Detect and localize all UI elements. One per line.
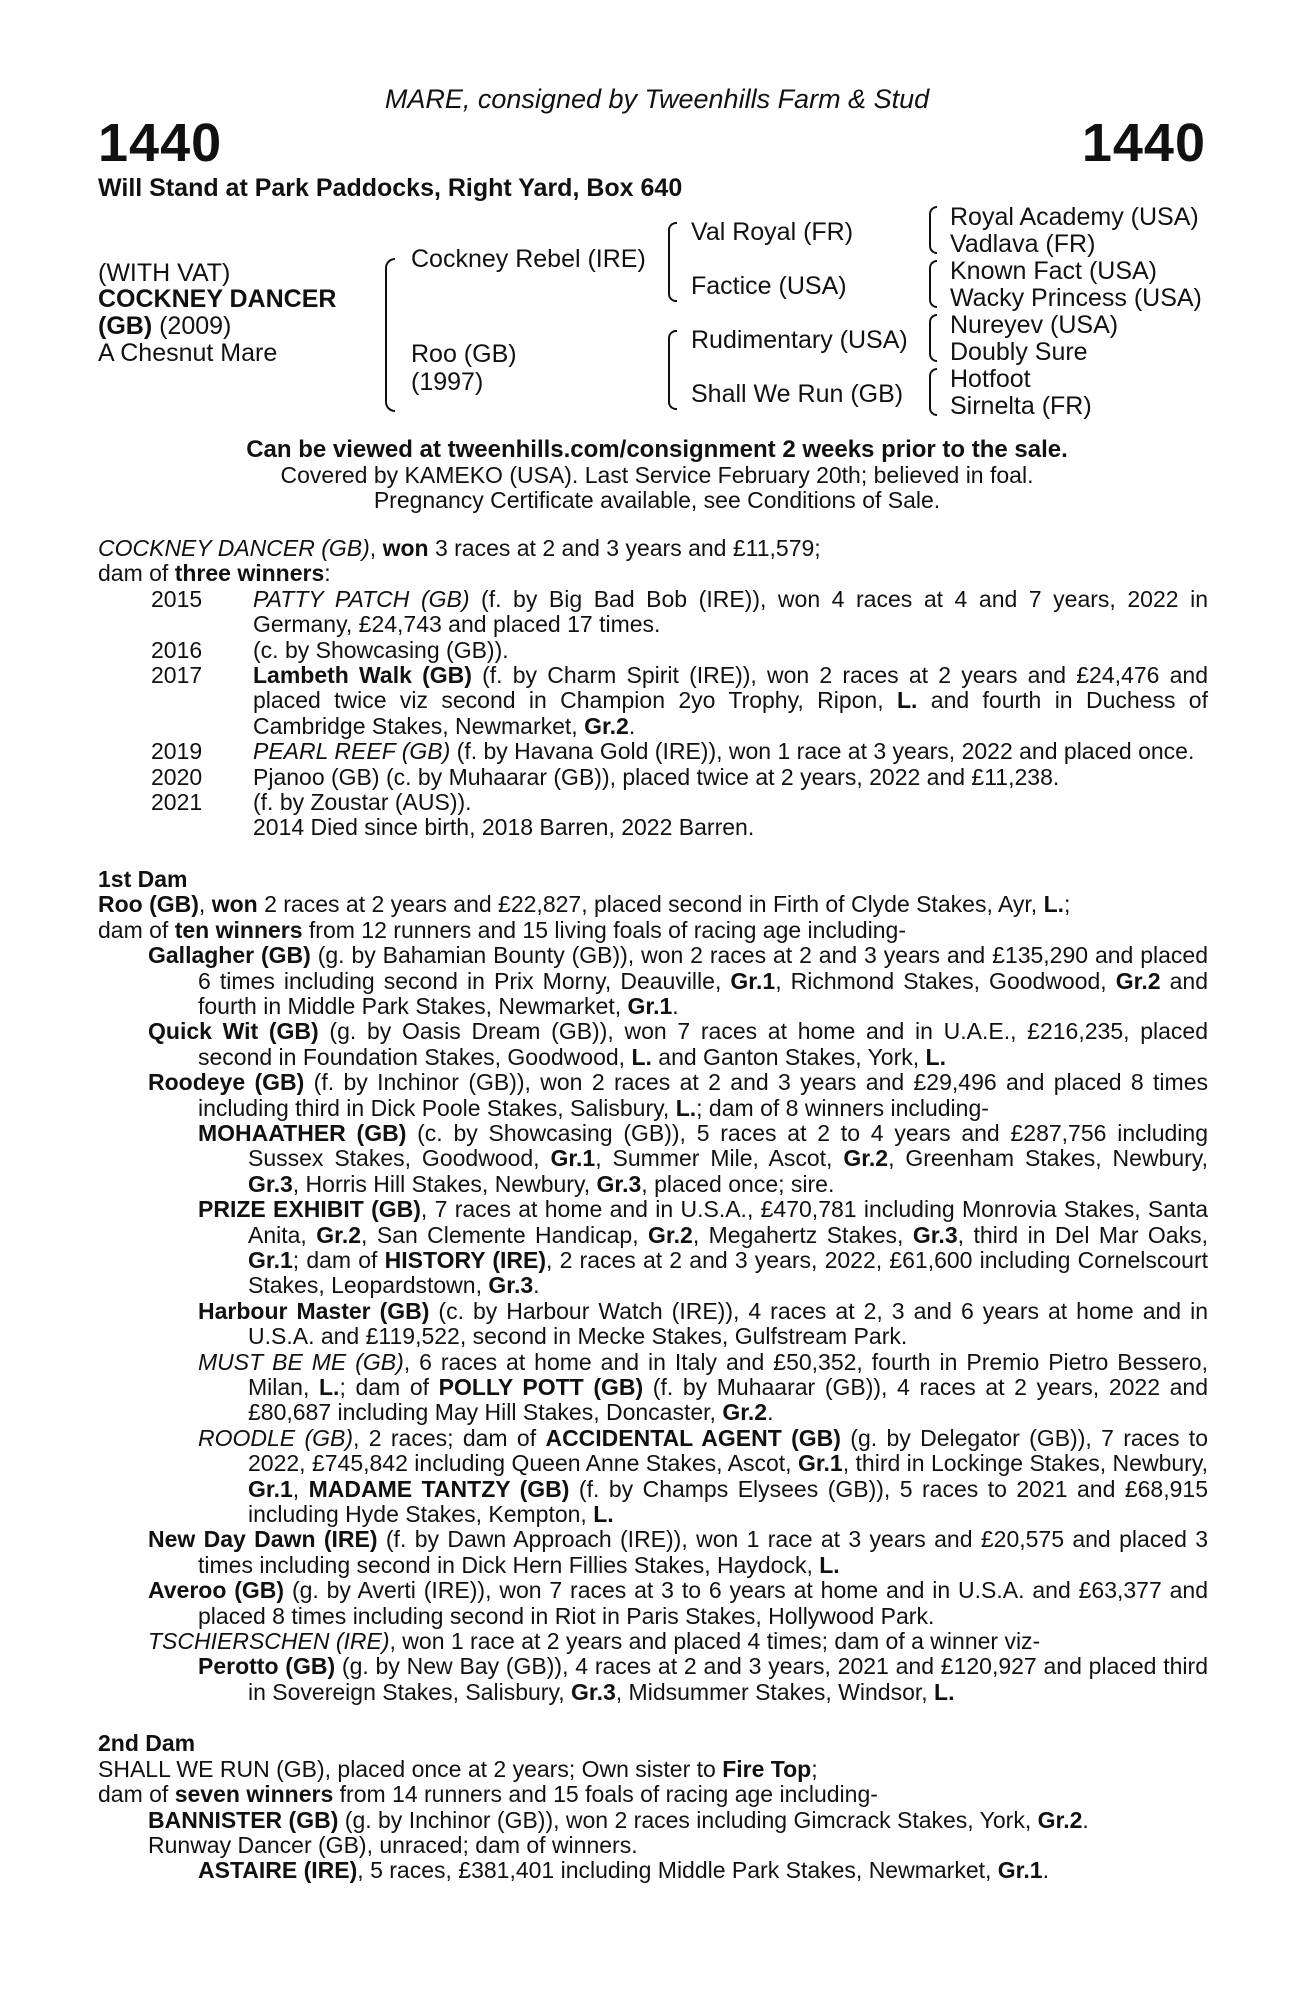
grade-label: Gr.3 xyxy=(248,1170,293,1197)
entry-text: . xyxy=(533,1272,540,1299)
entry-text: (g. by Delegator (GB)), 7 races to 2022, £745,842 including Queen Anne Stakes, Ascot, xyxy=(248,1424,1208,1477)
produce-text: (f. by Havana Gold (IRE)), won 1 race at 3 years, 2022 and placed once. xyxy=(450,738,1195,765)
entry-text: . xyxy=(1082,1806,1089,1833)
entry-text: (g. by Oasis Dream (GB)), won 7 races at home and in U.A.E., £216,235, placed second in Foundation Stakes, Goodwood, xyxy=(198,1018,1208,1070)
entry-name: ACCIDENTAL AGENT (GB) xyxy=(545,1424,841,1451)
produce-year: 2016 xyxy=(151,636,203,663)
produce-text: (f. by Zoustar (AUS)). xyxy=(253,789,472,816)
produce-name: PEARL REEF (GB) xyxy=(253,738,451,765)
entry-mohaather xyxy=(98,1121,1208,1197)
entry-name: ROODLE (GB) xyxy=(198,1424,354,1451)
dam-of-text: dam of xyxy=(98,1781,175,1808)
grade-label: Gr.2 xyxy=(316,1221,362,1248)
pregnancy-note: Pregnancy Certificate available, see Conditions of Sale. xyxy=(373,487,941,513)
grade-label: L. xyxy=(896,687,918,714)
entry-text: (g. by Inchinor (GB)), won 2 races including Gimcrack Stakes, York, xyxy=(338,1806,1038,1833)
produce-year: 2015 xyxy=(151,585,203,612)
grade-label: Gr.2 xyxy=(1037,1806,1083,1833)
entry-text: , 5 races, £381,401 including Middle Park Stakes, Newmarket, xyxy=(357,1857,998,1884)
entry-text: . xyxy=(767,1399,774,1426)
horse-name: COCKNEY DANCER xyxy=(98,285,337,313)
entry-text: ; dam of xyxy=(292,1246,385,1273)
entry-text: (f. by Dawn Approach (IRE)), won 1 race at 3 years and £20,575 and placed 3 times including second in Dick Hern Fillies Stakes, Haydock, xyxy=(198,1526,1208,1578)
produce-damof xyxy=(98,561,1208,586)
brace-gen1 xyxy=(385,258,395,412)
produce-text: . xyxy=(628,712,636,739)
won-word: won xyxy=(382,535,429,561)
entry-name: Averoo (GB) xyxy=(148,1577,285,1604)
entry-text: , San Clemente Handicap, xyxy=(361,1221,649,1248)
dam-of-rest: from 12 runners and 15 living foals of racing age including- xyxy=(302,916,906,943)
grade-label: Gr.2 xyxy=(648,1221,693,1248)
entry-new-day-dawn xyxy=(98,1527,1208,1578)
entry-text: , Horris Hill Stakes, Newbury, xyxy=(292,1170,597,1197)
entry-tschierschen xyxy=(98,1629,1208,1654)
produce-row xyxy=(98,663,1208,739)
brace-ss xyxy=(929,206,937,254)
lot-number-left: 1440 xyxy=(98,113,223,173)
first-dam-heading: 1st Dam xyxy=(98,865,188,892)
entry-gallagher xyxy=(98,943,1208,1019)
dam-of-text: dam of xyxy=(98,916,175,943)
produce-year: 2020 xyxy=(151,763,203,790)
produce-year: 2017 xyxy=(151,662,203,689)
entry-text: , 2 races at 2 and 3 years, 2022, £61,600 including Cornelscourt Stakes, Leopardstown, xyxy=(248,1246,1208,1299)
entry-text: (g. by Bahamian Bounty (GB)), won 2 races at 2 and 3 years and £135,290 and placed 6 times including second in Prix Morny, Deauville, xyxy=(198,942,1208,994)
produce-row xyxy=(98,739,1208,764)
grade-label: L. xyxy=(318,1374,340,1400)
entry-text: , third in Del Mar Oaks, xyxy=(957,1221,1208,1248)
grade-label: Gr.3 xyxy=(912,1221,958,1248)
grade-label: L. xyxy=(819,1551,840,1578)
grade-label: Gr.2 xyxy=(584,712,629,739)
produce-row xyxy=(98,587,1208,638)
entry-name: ASTAIRE (IRE) xyxy=(198,1857,358,1884)
entry-quickwit xyxy=(98,1019,1208,1070)
produce-text: and fourth in Duchess of Cambridge Stakes, Newmarket, xyxy=(253,687,1208,739)
produce-row xyxy=(98,638,1208,663)
entry-name: PRIZE EXHIBIT (GB) xyxy=(198,1196,421,1223)
ggp-2: Vadlava (FR) xyxy=(950,230,1096,258)
brace-dd xyxy=(929,368,937,416)
entry-text: (c. by Harbour Watch (IRE)), 4 races at 2, 3 and 6 years at home and in U.S.A. and £119,522, second in Mecke Stakes, Gulfstream Park. xyxy=(248,1297,1208,1350)
brace-ds xyxy=(929,314,937,362)
entry-name: MUST BE ME (GB) xyxy=(198,1348,404,1375)
grade-label: Gr.2 xyxy=(843,1145,889,1172)
entry-name: Fire Top xyxy=(722,1755,812,1782)
vat-label: (WITH VAT) xyxy=(98,259,231,287)
produce-text: (f. by Big Bad Bob (IRE)), won 4 races at 4 and 7 years, 2022 in Germany, £24,743 and placed 17 times. xyxy=(253,585,1208,638)
produce-intro: COCKNEY DANCER (GB), won 3 races at 2 and 3 years and £11,579; xyxy=(98,535,821,561)
entry-name: Gallagher (GB) xyxy=(148,942,311,969)
dam-of-text: dam of xyxy=(98,560,175,587)
ggp-7: Hotfoot xyxy=(950,365,1031,393)
horse-description: A Chesnut Mare xyxy=(98,339,278,367)
brace-sire xyxy=(668,222,677,302)
entry-text: and fourth in Middle Park Stakes, Newmarket, xyxy=(198,967,1208,1019)
entry-name: HISTORY (IRE) xyxy=(384,1246,546,1273)
grade-label: L. xyxy=(593,1501,614,1528)
dam-year: (1997) xyxy=(411,368,484,396)
entry-name: Perotto (GB) xyxy=(198,1653,336,1680)
entry-roodeye xyxy=(98,1070,1208,1121)
entry-text: . xyxy=(1042,1857,1049,1884)
horse-country: (GB) xyxy=(98,312,153,340)
entry-text: (g. by New Bay (GB)), 4 races at 2 and 3 years, 2021 and £120,927 and placed third in Sovereign Stakes, Salisbury, xyxy=(248,1653,1208,1705)
entry-text: , 2 races; dam of xyxy=(353,1424,546,1451)
dam-of-rest: from 14 runners and 15 foals of racing age including- xyxy=(333,1781,878,1808)
roo-line: Roo (GB), won 2 races at 2 years and £22,827, placed second in Firth of Clyde Stakes, Ayr, L.; xyxy=(98,891,1071,918)
entry-text: (f. by Champs Elysees (GB)), 5 races to 2021 and £68,915 including Hyde Stakes, Kempton, xyxy=(248,1475,1208,1528)
produce-text: Pjanoo (GB) (c. by Muhaarar (GB)), placed twice at 2 years, 2022 and £11,238. xyxy=(253,763,1060,790)
won-word: won xyxy=(211,891,258,918)
grade-label: Gr.2 xyxy=(722,1399,768,1426)
roo-damof xyxy=(98,918,1208,943)
dam-sire: Rudimentary (USA) xyxy=(691,326,908,354)
entry-runway-dancer: Runway Dancer (GB), unraced; dam of winners. xyxy=(148,1831,638,1858)
viewing-note: Can be viewed at tweenhills.com/consignment 2 weeks prior to the sale. xyxy=(246,436,1068,463)
entry-roodle xyxy=(98,1426,1208,1528)
winners-count: ten winners xyxy=(174,916,303,943)
entry-text: , Summer Mile, Ascot, xyxy=(595,1145,844,1172)
ggp-5: Nureyev (USA) xyxy=(950,311,1119,339)
grade-label: Gr.2 xyxy=(1115,967,1161,994)
produce-name: PATTY PATCH (GB) xyxy=(253,585,470,612)
produce-text: (c. by Showcasing (GB)). xyxy=(253,636,509,663)
ggp-4: Wacky Princess (USA) xyxy=(950,284,1202,312)
entry-text: , won 1 race at 2 years and placed 4 times; dam of a winner viz- xyxy=(389,1628,1041,1655)
entry-averoo xyxy=(98,1578,1208,1629)
entry-prize-exhibit xyxy=(98,1197,1208,1299)
produce-after: 2014 Died since birth, 2018 Barren, 2022 Barren. xyxy=(253,814,755,841)
entry-name: MOHAATHER (GB) xyxy=(198,1119,407,1146)
entry-text: , xyxy=(292,1475,309,1502)
entry-name: POLLY POTT (GB) xyxy=(438,1374,644,1400)
winners-count: three winners xyxy=(174,560,325,587)
grade-label: L. xyxy=(925,1043,946,1070)
grade-label: L. xyxy=(934,1678,955,1705)
entry-name: Roodeye (GB) xyxy=(148,1069,305,1096)
entry-name: MADAME TANTZY (GB) xyxy=(308,1475,570,1502)
entry-text: and Ganton Stakes, York, xyxy=(651,1043,926,1070)
produce-name: Lambeth Walk (GB) xyxy=(253,662,472,689)
entry-text: , placed once; sire. xyxy=(641,1170,835,1197)
produce-year: 2021 xyxy=(151,789,203,816)
grade-label: L. xyxy=(1043,891,1065,918)
entry-text: , Midsummer Stakes, Windsor, xyxy=(615,1678,935,1705)
horse-year: (2009) xyxy=(152,312,232,340)
dam: Roo (GB) xyxy=(411,340,517,368)
dam-dam: Shall We Run (GB) xyxy=(691,380,904,408)
produce-text: (f. by Charm Spirit (IRE)), won 2 races at 2 years and £24,476 and placed twice viz second in Champion 2yo Trophy, Ripon, xyxy=(253,662,1208,714)
entry-text: , 7 races at home and in U.S.A., £470,781 including Monrovia Stakes, Santa Anita, xyxy=(248,1196,1208,1248)
colon: : xyxy=(324,560,331,587)
grade-label: Gr.1 xyxy=(997,1857,1043,1884)
entry-text: (g. by Averti (IRE)), won 7 races at 3 to 6 years at home and in U.S.A. and £63,377 and placed 8 times including second in Riot in Paris Stakes, Hollywood Park. xyxy=(198,1577,1208,1629)
winners-count: seven winners xyxy=(174,1781,334,1808)
entry-name: Quick Wit (GB) xyxy=(148,1018,319,1045)
dam-record: SHALL WE RUN (GB), placed once at 2 years; Own sister to xyxy=(98,1755,723,1782)
brace-sd xyxy=(929,260,937,308)
covered-note: Covered by KAMEKO (USA). Last Service February 20th; believed in foal. xyxy=(280,462,1034,488)
semicolon: ; xyxy=(1064,891,1071,918)
entry-text: , third in Lockinge Stakes, Newbury, xyxy=(842,1450,1208,1477)
entry-text: ; dam of 8 winners including- xyxy=(696,1094,989,1121)
entry-harbour-master xyxy=(98,1299,1208,1350)
entry-name: BANNISTER (GB) xyxy=(148,1806,339,1833)
grade-label: Gr.1 xyxy=(550,1145,596,1172)
entry-perotto xyxy=(98,1654,1208,1705)
entry-text: , 6 races at home and in Italy and £50,352, fourth in Premio Pietro Bessero, Milan, xyxy=(248,1348,1208,1400)
entry-text: (c. by Showcasing (GB)), 5 races at 2 to 4 years and £287,756 including Sussex Stakes, Goodwood, xyxy=(248,1119,1208,1172)
semicolon: ; xyxy=(811,1755,818,1782)
entry-text: , Richmond Stakes, Goodwood, xyxy=(775,967,1116,994)
dam-record: 2 races at 2 years and £22,827, placed second in Firth of Clyde Stakes, Ayr, xyxy=(257,891,1044,918)
second-dam-line xyxy=(98,1757,1208,1782)
grade-label: Gr.1 xyxy=(797,1450,843,1477)
entry-text: (f. by Muhaarar (GB)), 4 races at 2 years, 2022 and £80,687 including May Hill Stakes, Doncaster, xyxy=(248,1374,1208,1426)
second-dam-heading: 2nd Dam xyxy=(98,1730,196,1757)
lot-number-right: 1440 xyxy=(1081,113,1206,173)
produce-row xyxy=(98,765,1208,790)
brace-dam xyxy=(668,330,677,410)
entry-text: , Megahertz Stakes, xyxy=(692,1221,913,1248)
ggp-3: Known Fact (USA) xyxy=(950,257,1158,285)
grade-label: Gr.1 xyxy=(627,992,673,1019)
produce-record xyxy=(98,536,1208,1884)
grade-label: Gr.3 xyxy=(488,1272,534,1299)
sire: Cockney Rebel (IRE) xyxy=(411,245,646,273)
entry-bannister xyxy=(98,1808,1208,1833)
entry-text: ; dam of xyxy=(339,1374,439,1400)
entry-name: TSCHIERSCHEN (IRE) xyxy=(148,1628,390,1655)
entry-name: New Day Dawn (IRE) xyxy=(148,1526,378,1553)
entry-must-be-me xyxy=(98,1350,1208,1426)
grade-label: L. xyxy=(675,1094,697,1121)
entry-text: , Greenham Stakes, Newbury, xyxy=(888,1145,1208,1172)
entry-text: . xyxy=(672,992,679,1019)
grade-label: Gr.3 xyxy=(596,1170,642,1197)
second-dam-damof xyxy=(98,1782,1208,1807)
grade-label: Gr.1 xyxy=(730,967,776,994)
stand-location: Will Stand at Park Paddocks, Right Yard, Box 640 xyxy=(98,174,683,202)
entry-text: (f. by Inchinor (GB)), won 2 races at 2 and 3 years and £29,496 and placed 8 times including third in Dick Poole Stakes, Salisbury, xyxy=(198,1069,1208,1121)
grade-label: L. xyxy=(631,1043,652,1070)
mare-record: 3 races at 2 and 3 years and £11,579; xyxy=(428,535,821,561)
dam-name: Roo (GB) xyxy=(98,891,199,918)
horse-name-line2 xyxy=(98,313,231,340)
ggp-6: Doubly Sure xyxy=(950,338,1088,366)
grade-label: Gr.3 xyxy=(571,1678,616,1705)
produce-row xyxy=(98,790,1208,815)
entry-name: Harbour Master (GB) xyxy=(198,1297,430,1324)
grade-label: Gr.1 xyxy=(248,1475,293,1502)
sire-sire: Val Royal (FR) xyxy=(691,218,854,246)
ggp-1: Royal Academy (USA) xyxy=(950,203,1199,231)
sire-dam: Factice (USA) xyxy=(691,272,847,300)
grade-label: Gr.1 xyxy=(248,1246,293,1273)
ggp-8: Sirnelta (FR) xyxy=(950,392,1092,420)
entry-astaire xyxy=(98,1858,1208,1883)
mare-name: COCKNEY DANCER (GB) xyxy=(98,535,370,561)
produce-year: 2019 xyxy=(151,738,203,765)
consignor-line: MARE, consigned by Tweenhills Farm & Stud xyxy=(384,84,930,114)
